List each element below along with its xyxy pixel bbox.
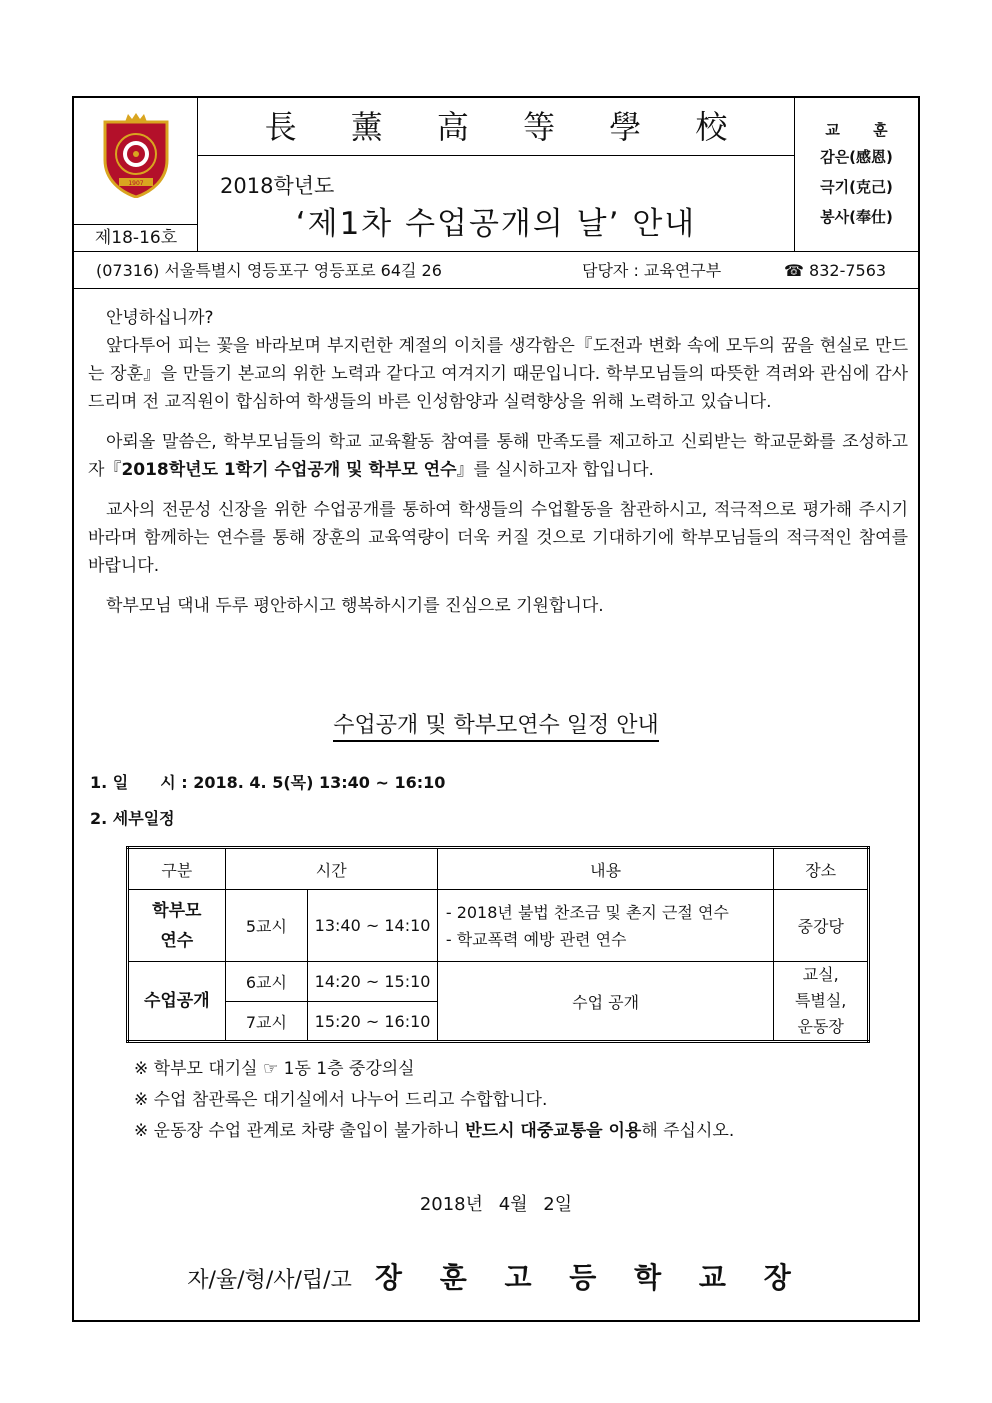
paragraph-2-bold: 2018학년도 1학기 수업공개 및 학부모 연수: [121, 460, 457, 480]
school-name: 長 薰 高 等 學 校: [198, 98, 794, 156]
schedule-notes: [134, 1054, 734, 1147]
time-cell: 13:40 ~ 14:10: [308, 890, 438, 962]
letter-body: [88, 304, 908, 632]
time-cell: 14:20 ~ 15:10: [308, 962, 438, 1002]
note-bold: 반드시 대중교통을 이용: [465, 1121, 642, 1141]
content-line: - 2018년 불법 찬조금 및 촌지 근절 연수: [445, 902, 729, 922]
document-number: 제18-16호: [74, 224, 198, 252]
phone-number: 832-7563: [809, 261, 887, 280]
phone-icon: ☎: [784, 261, 804, 280]
motto-heading: 교 훈: [825, 121, 902, 139]
title-block: [198, 156, 794, 252]
school-motto: [794, 98, 918, 252]
header-category: 구분: [128, 848, 226, 890]
document-title: ‘제1차 수업공개의 날’ 안내: [295, 206, 697, 242]
schedule-detail-label: 2. 세부일정: [90, 809, 175, 828]
note-observation-form: ※ 수업 참관록은 대기실에서 나누어 드리고 수합합니다.: [134, 1090, 548, 1110]
motto-item: 봉사(奉仕): [820, 208, 893, 226]
note-transport: [134, 1116, 734, 1147]
category-cell: [128, 890, 226, 962]
paragraph-2-text: 아뢰올 말씀은, 학부모님들의 학교 교육활동 참여를 통해 만족도를 제고하고 신뢰받는 학교문화를 조성하고자『: [88, 432, 908, 480]
table-header-row: [128, 848, 869, 890]
logo-cell: [74, 98, 198, 252]
category-cell: 수업공개: [128, 962, 226, 1042]
period-cell: 6교시: [225, 962, 308, 1002]
signature-line: [74, 1256, 918, 1296]
category-line: 학부모: [152, 900, 202, 921]
schedule-heading-text: 수업공개 및 학부모연수 일정 안내: [333, 713, 659, 742]
paragraph-1: 앞다투어 피는 꽃을 바라보며 부지런한 계절의 이치를 생각함은『도전과 변화 속에 모두의 꿈을 현실로 만드는 장훈』을 만들기 본교의 위한 노력과 같다고 여겨지기 때문입니다. 학부모님들의 따뜻한 격려와 관심에 감사드리며 전 교직원이 합심하여 학생들의 바른 인성함양과 실력향상을 위해 노력하고 있습니다.: [88, 336, 908, 412]
school-address: (07316) 서울특별시 영등포구 영등포로 64길 26: [96, 261, 442, 280]
period-cell: 5교시: [225, 890, 308, 962]
school-slogan: 자/율/형/사/립/고: [187, 1268, 352, 1293]
issue-date: 2018년 4월 2일: [419, 1194, 573, 1215]
contact-person: 담당자 : 교육연구부: [582, 261, 722, 280]
note-text: ※ 운동장 수업 관계로 차량 출입이 불가하니: [134, 1121, 466, 1141]
paragraph-3: 교사의 전문성 신장을 위한 수업공개를 통하여 학생들의 수업활동을 참관하시고, 적극적으로 평가해 주시기 바라며 함께하는 연수를 통해 장훈의 교육역량이 더욱 커질 것으로 기대하기에 학부모님들의 적극적인 참여를 바랍니다.: [88, 500, 908, 576]
table-row: [128, 890, 869, 962]
table-row: [128, 962, 869, 1002]
header-content: 내용: [437, 848, 774, 890]
place-line: 특별실,: [794, 991, 847, 1010]
greeting: 안녕하십니까?: [106, 308, 214, 328]
place-cell: [774, 962, 869, 1042]
note-text-end: 해 주십시오.: [641, 1121, 735, 1141]
period-cell: 7교시: [225, 1002, 308, 1042]
header-place: 장소: [774, 848, 869, 890]
content-line: - 학교폭력 예방 관련 연수: [445, 929, 627, 949]
letterhead: [74, 98, 918, 252]
category-line: 연수: [160, 930, 194, 951]
schedule-table: [126, 846, 870, 1043]
phone: [784, 253, 886, 288]
place-line: 운동장: [797, 1017, 844, 1036]
place-line: 교실,: [802, 965, 839, 984]
svg-text:1907: 1907: [128, 180, 144, 187]
paragraph-4: 학부모님 댁내 두루 평안하시고 행복하시기를 진심으로 기원합니다.: [106, 596, 604, 616]
address-bar: [74, 253, 918, 289]
motto-item: 극기(克己): [820, 178, 893, 196]
school-emblem-icon: [101, 112, 171, 198]
principal-title: 장 훈 고 등 학 교 장: [374, 1261, 805, 1294]
content-cell: 수업 공개: [437, 962, 774, 1042]
place-cell: 중강당: [774, 890, 869, 962]
note-waiting-room: ※ 학부모 대기실 ☞ 1동 1층 중강의실: [134, 1059, 415, 1079]
paragraph-2: [88, 428, 908, 484]
time-cell: 15:20 ~ 16:10: [308, 1002, 438, 1042]
header-time: 시간: [225, 848, 437, 890]
content-cell: [437, 890, 774, 962]
academic-year: 2018학년도: [220, 174, 335, 198]
schedule-date: 1. 일 시 : 2018. 4. 5(목) 13:40 ~ 16:10: [90, 773, 446, 792]
paragraph-2-text-end: 』를 실시하고자 합입니다.: [456, 460, 654, 480]
document-frame: [72, 96, 920, 1322]
schedule-heading: [74, 708, 918, 739]
motto-item: 감은(感恩): [820, 148, 893, 166]
